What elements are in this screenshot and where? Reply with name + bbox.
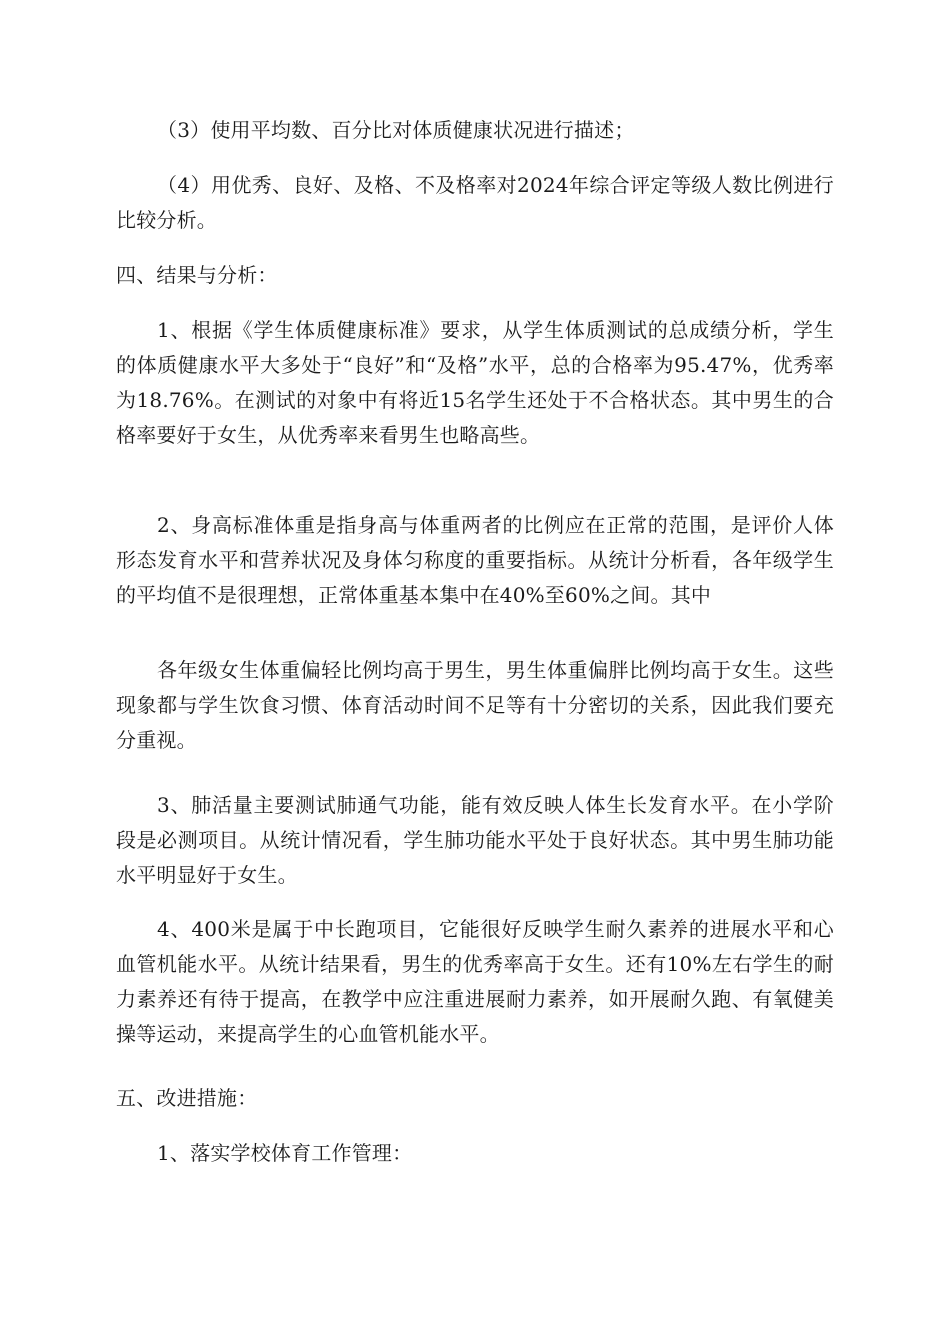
paragraph-result-2-continued: 各年级女生体重偏轻比例均高于男生，男生体重偏胖比例均高于女生。这些现象都与学生饮食习惯、体育活动时间不足等有十分密切的关系，因此我们要充分重视。	[116, 658, 834, 752]
paragraph-method-4: （4）用优秀、良好、及格、不及格率对2024年综合评定等级人数比例进行比较分析。	[116, 173, 834, 232]
section-heading-results: 四、结果与分析：	[116, 263, 278, 287]
paragraph-result-2: 2、身高标准体重是指身高与体重两者的比例应在正常的范围，是评价人体形态发育水平和营养状况及身体匀称度的重要指标。从统计分析看，各年级学生的平均值不是很理想，正常体重基本集中在40%至60%之间。其中	[116, 513, 834, 607]
paragraph-result-1: 1、根据《学生体质健康标准》要求，从学生体质测试的总成绩分析，学生的体质健康水平大多处于“良好”和“及格”水平，总的合格率为95.47%，优秀率为18.76%。在测试的对象中有将近15名学生还处于不合格状态。其中男生的合格率要好于女生，从优秀率来看男生也略高些。	[116, 318, 834, 447]
paragraph-result-3: 3、肺活量主要测试肺通气功能，能有效反映人体生长发育水平。在小学阶段是必测项目。从统计情况看，学生肺功能水平处于良好状态。其中男生肺功能水平明显好于女生。	[116, 793, 834, 887]
paragraph-method-3: （3）使用平均数、百分比对体质健康状况进行描述；	[157, 118, 635, 142]
section-heading-improvements: 五、改进措施：	[116, 1086, 258, 1110]
paragraph-improvement-1: 1、落实学校体育工作管理：	[157, 1141, 413, 1165]
paragraph-result-4: 4、400米是属于中长跑项目，它能很好反映学生耐久素养的进展水平和心血管机能水平。从统计结果看，男生的优秀率高于女生。还有10%左右学生的耐力素养还有待于提高，在教学中应注重进展耐力素养，如开展耐久跑、有氧健美操等运动，来提高学生的心血管机能水平。	[116, 917, 834, 1046]
